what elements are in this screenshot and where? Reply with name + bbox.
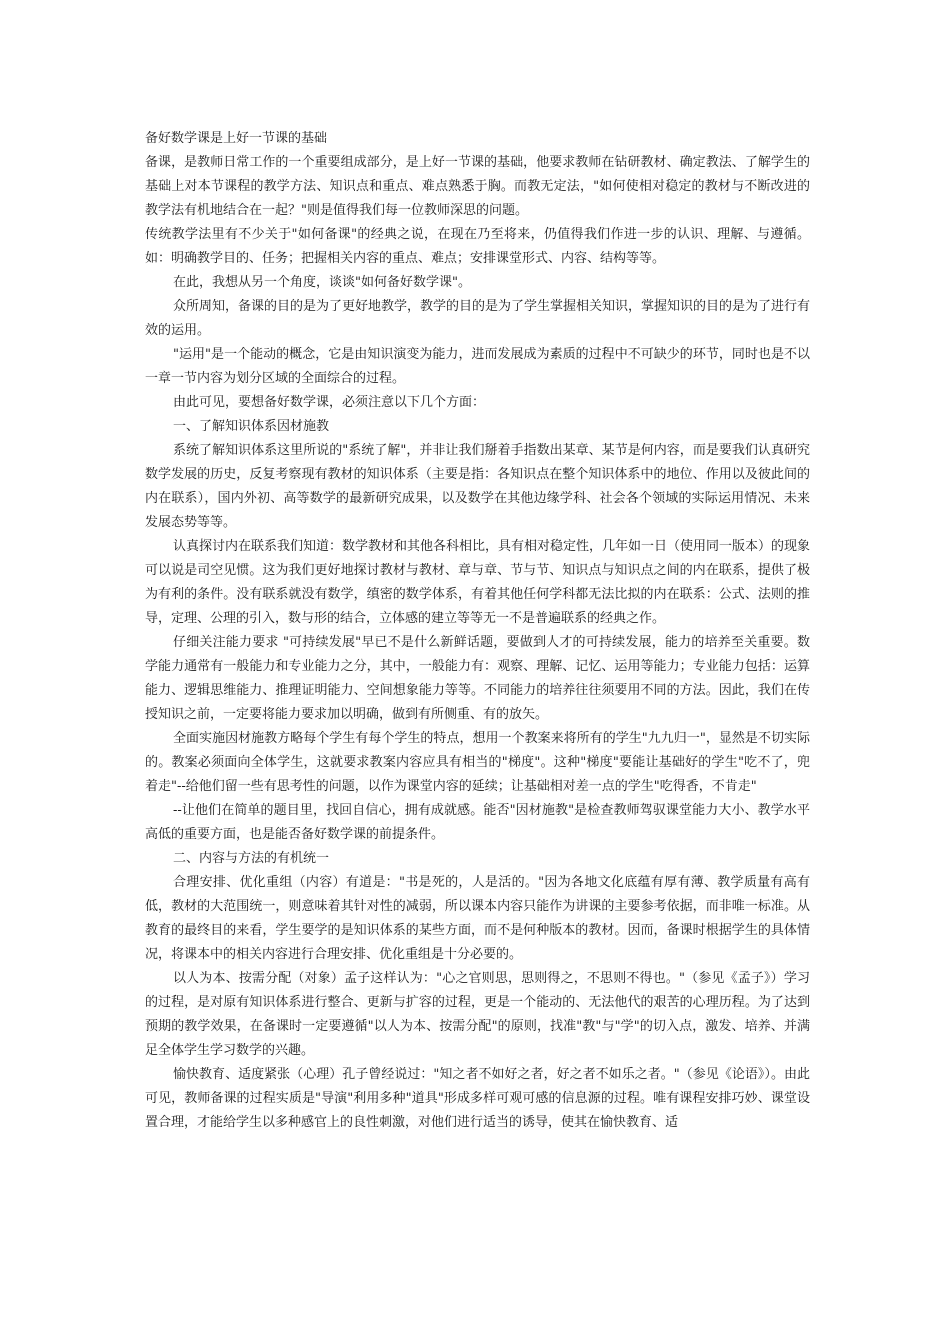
paragraph-16: 愉快教育、适度紧张（心理）孔子曾经说过："知之者不如好之者，好之者不如乐之者。"（参见《论语》）。由此可见，教师备课的过程实质是"导演"利用多种"道具"形成多样可观可感的信息源的过程。唯有课程安排巧妙、课堂设置合理，才能给学生以多种感官上的良性刺激，对他们进行适当的诱导，使其在愉快教育、适	[145, 1067, 810, 1130]
paragraph-4: 众所周知，备课的目的是为了更好地教学，教学的目的是为了学生掌握相关知识，掌握知识的目的是为了进行有效的运用。	[145, 299, 811, 338]
section-heading-2: 二、内容与方法的有机统一	[173, 851, 330, 866]
paragraph-9: 认真探讨内在联系我们知道：数学教材和其他各科相比，具有相对稳定性，几年如一日（使用同一版本）的现象可以说是司空见惯。这为我们更好地探讨教材与教材、章与章、节与节、知识点与知识点之间的内在联系，提供了极为有利的条件。没有联系就没有数学，缜密的数学体系，有着其他任何学科都无法比拟的内在联系：公式、法则的推导，定理、公理的引入，数与形的结合，立体感的建立等等无一不是普遍联系的经典之作。	[145, 539, 811, 626]
paragraph-8: 系统了解知识体系这里所说的"系统了解"，并非让我们掰着手指数出某章、某节是何内容，而是要我们认真研究数学发展的历史，反复考察现有教材的知识体系（主要是指：各知识点在整个知识体系中的地位、作用以及彼此间的内在联系），国内外初、高等数学的最新研究成果，以及数学在其他边缘学科、社会各个领域的实际运用情况、未来发展态势等等。	[145, 443, 810, 530]
paragraph-12: --让他们在简单的题目里，找回自信心，拥有成就感。能否"因材施教"是检查教师驾驭课堂能力大小、教学水平高低的重要方面，也是能否备好数学课的前提条件。	[145, 803, 810, 842]
document-title: 备好数学课是上好一节课的基础	[145, 131, 328, 146]
paragraph-15: 以人为本、按需分配（对象）孟子这样认为："心之官则思，思则得之，不思则不得也。"（参见《孟子》）学习的过程，是对原有知识体系进行整合、更新与扩容的过程，更是一个能动的、无法他代的艰苦的心理历程。为了达到预期的教学效果，在备课时一定要遵循"以人为本、按需分配"的原则，找准"教"与"学"的切入点，激发、培养、并满足全体学生学习数学的兴趣。	[145, 971, 810, 1058]
paragraph-5: "运用"是一个能动的概念，它是由知识演变为能力，进而发展成为素质的过程中不可缺少的环节，同时也是不以一章一节内容为划分区域的全面综合的过程。	[145, 347, 810, 386]
paragraph-11: 全面实施因材施教方略每个学生有每个学生的特点，想用一个教案来将所有的学生"九九归一"，显然是不切实际的。教案必须面向全体学生，这就要求教案内容应具有相当的"梯度"。这种"梯度"要能让基础好的学生"吃不了，兜着走"--给他们留一些有思考性的问题，以作为课堂内容的延续；让基础相对差一点的学生"吃得香，不肯走"	[145, 731, 810, 794]
paragraph-14: 合理安排、优化重组（内容）有道是："书是死的，人是活的。"因为各地文化底蕴有厚有薄、教学质量有高有低，教材的大范围统一，则意味着其针对性的减弱，所以课本内容只能作为讲课的主要参考依据，而非唯一标准。从教育的最终目的来看，学生要学的是知识体系的某些方面，而不是何种版本的教材。因而，备课时根据学生的具体情况，将课本中的相关内容进行合理安排、优化重组是十分必要的。	[145, 875, 810, 962]
paragraph-10: 仔细关注能力要求 "可持续发展"早已不是什么新鲜话题，要做到人才的可持续发展，能力的培养至关重要。数学能力通常有一般能力和专业能力之分，其中，一般能力有：观察、理解、记忆、运用等能力；专业能力包括：运算能力、逻辑思维能力、推理证明能力、空间想象能力等等。不同能力的培养往往须要用不同的方法。因此，我们在传授知识之前，一定要将能力要求加以明确，做到有所侧重、有的放矢。	[145, 635, 810, 722]
document-page	[145, 127, 810, 1135]
paragraph-1: 备课，是教师日常工作的一个重要组成部分，是上好一节课的基础，他要求教师在钻研教材、确定教法、了解学生的基础上对本节课程的教学方法、知识点和重点、难点熟悉于胸。而教无定法，"如何使相对稳定的教材与不断改进的教学法有机地结合在一起？"则是值得我们每一位教师深思的问题。	[145, 155, 810, 218]
paragraph-3: 在此，我想从另一个角度，谈谈"如何备好数学课"。	[173, 275, 471, 290]
paragraph-6: 由此可见，要想备好数学课，必须注意以下几个方面：	[173, 395, 486, 410]
section-heading-1: 一、了解知识体系因材施教	[173, 419, 330, 434]
paragraph-2: 传统教学法里有不少关于"如何备课"的经典之说，在现在乃至将来，仍值得我们作进一步的认识、理解、与遵循。如：明确教学目的、任务；把握相关内容的重点、难点；安排课堂形式、内容、结构等等。	[145, 227, 810, 266]
